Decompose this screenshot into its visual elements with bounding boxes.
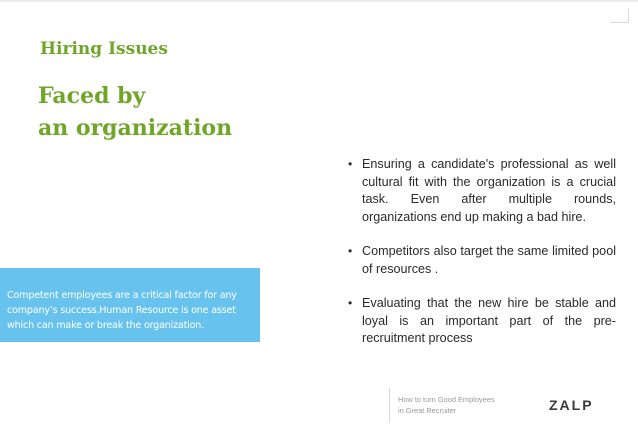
corner-mark-horizontal [610, 22, 629, 23]
callout-box [0, 268, 260, 342]
footer-caption [398, 395, 495, 416]
bullet-list [348, 156, 616, 365]
headline-line-2: an organization [38, 115, 233, 141]
section-label: Hiring Issues [40, 39, 168, 59]
footer-caption-line-2: in Great Recruiter [398, 405, 457, 415]
bullet-item [348, 295, 616, 348]
bullet-text: Evaluating that the new hire be stable and loyal is an important part of the pre-recruitment process [362, 296, 616, 345]
bullet-text: Ensuring a candidate's professional as well cultural fit with the organization is a crucial task. Even after multiple rounds, organizations end up making a bad hire. [362, 157, 616, 224]
top-divider [0, 0, 638, 2]
bullet-text: Competitors also target the same limited pool of resources . [362, 244, 616, 276]
bullet-item [348, 156, 616, 226]
slide-headline [38, 80, 232, 144]
bullet-dot-icon: • [348, 244, 353, 258]
headline-line-1: Faced by [38, 83, 146, 109]
callout-text: Competent employees are a critical factor for any company’s success.Human Resource is one asset which can make or break the organization. [7, 290, 237, 331]
bullet-dot-icon: • [348, 296, 353, 310]
corner-mark-vertical [628, 8, 629, 22]
bullet-item [348, 243, 616, 278]
footer-caption-line-1: How to turn Good Employees [398, 395, 495, 404]
footer-divider [389, 388, 390, 422]
bullet-dot-icon: • [348, 157, 353, 171]
zalp-logo: ZALP [549, 397, 594, 413]
